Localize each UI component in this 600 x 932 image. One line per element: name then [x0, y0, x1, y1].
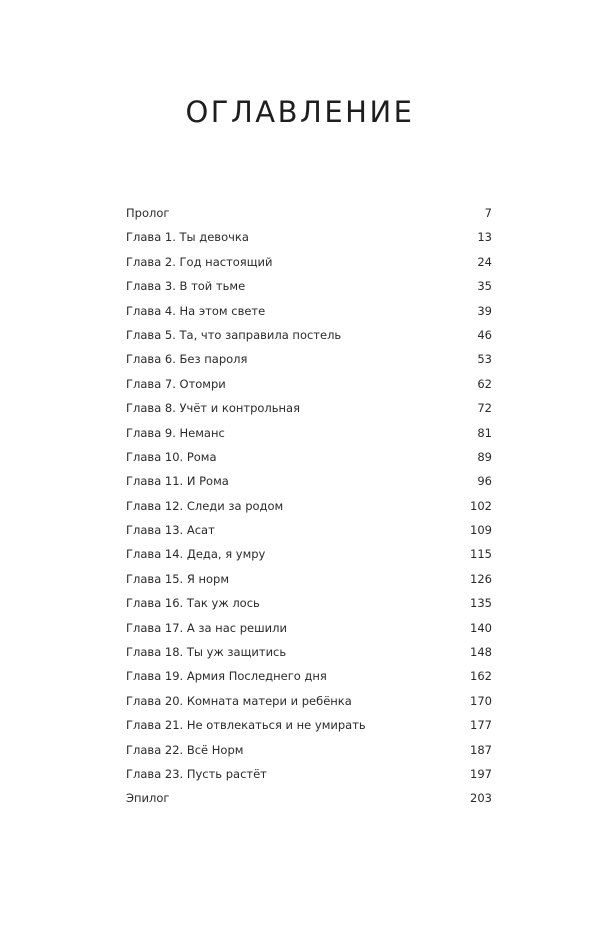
toc-entry-title: Глава 3. В той тьме: [126, 279, 246, 294]
toc-entry-page-number: 46: [477, 327, 492, 342]
toc-entry: [126, 762, 492, 786]
toc-entry-page-number: 115: [470, 547, 492, 562]
toc-entry: [126, 494, 492, 518]
toc-entry: [126, 518, 492, 542]
toc-entry-title: Глава 17. А за нас решили: [126, 620, 287, 635]
toc-entry: [126, 347, 492, 371]
toc-entry: [126, 640, 492, 664]
toc-entry: [126, 738, 492, 762]
toc-entry-title: Глава 5. Та, что заправила постель: [126, 327, 342, 342]
toc-entry: [126, 323, 492, 347]
toc-entry-page-number: 53: [477, 352, 492, 367]
toc-entry-page-number: 81: [477, 425, 492, 440]
toc-entry-page-number: 96: [477, 474, 492, 489]
toc-entry-title: Глава 13. Асат: [126, 523, 215, 538]
table-of-contents: [126, 201, 492, 811]
toc-entry-page-number: 148: [470, 645, 492, 660]
toc-entry: [126, 372, 492, 396]
toc-entry: [126, 445, 492, 469]
toc-entry-page-number: 102: [470, 498, 492, 513]
toc-entry-title: Глава 2. Год настоящий: [126, 254, 273, 269]
toc-entry-page-number: 62: [477, 376, 492, 391]
toc-entry-page-number: 126: [470, 571, 492, 586]
toc-entry: [126, 201, 492, 225]
toc-entry: [126, 396, 492, 420]
toc-entry: [126, 591, 492, 615]
toc-entry: [126, 567, 492, 591]
toc-entry-title: Пролог: [126, 206, 170, 220]
toc-entry-page-number: 35: [477, 279, 492, 294]
page-title: ОГЛАВЛЕНИЕ: [185, 95, 415, 129]
toc-entry-page-number: 170: [470, 693, 492, 708]
toc-entry-page-number: 89: [477, 449, 492, 464]
toc-entry-page-number: 39: [477, 303, 492, 318]
toc-entry: [126, 274, 492, 298]
toc-entry-title: Глава 8. Учёт и контрольная: [126, 401, 301, 416]
toc-entry-title: Глава 4. На этом свете: [126, 303, 266, 318]
toc-entry-title: Глава 23. Пусть растёт: [126, 766, 267, 781]
toc-entry-title: Глава 14. Деда, я умру: [126, 547, 266, 562]
toc-entry: [126, 469, 492, 493]
toc-entry-title: Глава 11. И Рома: [126, 474, 229, 489]
toc-entry-page-number: 140: [470, 620, 492, 635]
toc-entry-title: Глава 16. Так уж лось: [126, 596, 260, 611]
toc-entry: [126, 250, 492, 274]
toc-entry-title: Глава 1. Ты девочка: [126, 230, 249, 245]
toc-entry: [126, 616, 492, 640]
toc-entry-page-number: 135: [470, 596, 492, 611]
toc-entry: [126, 689, 492, 713]
toc-entry-page-number: 24: [477, 254, 492, 269]
toc-entry-title: Глава 9. Неманс: [126, 425, 225, 440]
toc-entry: [126, 421, 492, 445]
toc-entry-page-number: 13: [477, 230, 492, 245]
toc-entry: [126, 713, 492, 737]
toc-entry-page-number: 7: [484, 206, 492, 220]
toc-entry-page-number: 109: [470, 523, 492, 538]
toc-entry-title: Глава 12. Следи за родом: [126, 498, 284, 513]
toc-entry-title: Глава 7. Отомри: [126, 376, 226, 391]
toc-entry-title: Глава 22. Всё Норм: [126, 742, 244, 757]
toc-entry: [126, 786, 492, 810]
toc-entry-page-number: 177: [470, 718, 492, 733]
toc-entry-title: Глава 10. Рома: [126, 449, 217, 464]
toc-entry: [126, 542, 492, 566]
toc-entry-title: Глава 21. Не отвлекаться и не умирать: [126, 718, 366, 733]
toc-entry-page-number: 162: [470, 669, 492, 684]
toc-entry-title: Глава 20. Комната матери и ребёнка: [126, 693, 352, 708]
toc-entry-page-number: 187: [470, 742, 492, 757]
toc-entry-title: Глава 19. Армия Последнего дня: [126, 669, 327, 684]
toc-entry-page-number: 203: [470, 791, 492, 806]
toc-entry-page-number: 197: [470, 766, 492, 781]
toc-entry: [126, 664, 492, 688]
toc-entry-title: Глава 6. Без пароля: [126, 352, 248, 367]
toc-entry-title: Глава 15. Я норм: [126, 571, 230, 586]
toc-entry-page-number: 72: [477, 401, 492, 416]
toc-entry-title: Эпилог: [126, 791, 170, 806]
toc-entry-title: Глава 18. Ты уж защитись: [126, 645, 287, 660]
toc-entry: [126, 225, 492, 249]
toc-entry: [126, 299, 492, 323]
